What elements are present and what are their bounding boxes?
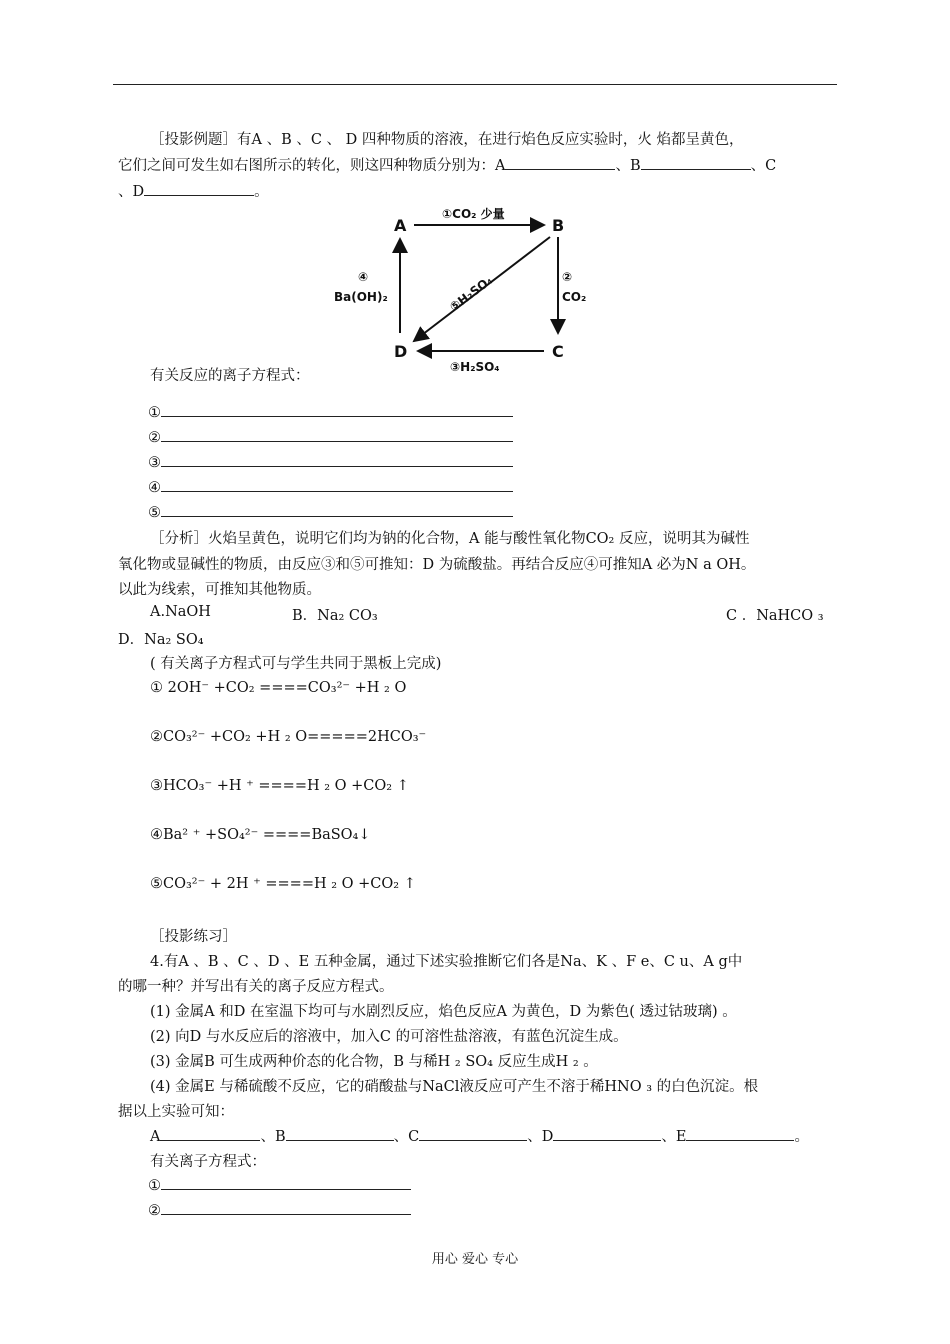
node-c: C — [552, 342, 564, 361]
blank-line-1[interactable] — [161, 402, 513, 417]
analysis-line2: 氧化物或显碱性的物质，由反应③和⑤可推知：D 为硫酸盐。再结合反应④可推知A 必为N a OH。 — [118, 557, 756, 573]
condition-2: (2) 向D 与水反应后的溶液中，加入C 的可溶性盐溶液，有蓝色沉淀生成。 — [150, 1029, 628, 1045]
ionic-title: 有关反应的离子方程式： — [150, 368, 310, 384]
practice-blank-number-2: ② — [148, 1203, 161, 1219]
answer-b: B．Na₂ CO₃ — [292, 608, 378, 624]
edge4-num: ④ — [358, 270, 369, 284]
practice-blank-number-1: ① — [148, 1178, 161, 1194]
blank-number-1: ① — [148, 405, 161, 421]
blank-line-4[interactable] — [161, 477, 513, 492]
condition-3: (3) 金属B 可生成两种价态的化合物，B 与稀H ₂ SO₄ 反应生成H ₂ 。 — [150, 1054, 598, 1070]
blank-number-4: ④ — [148, 480, 161, 496]
analysis-line1: ［分析］火焰呈黄色，说明它们均为钠的化合物，A 能与酸性氧化物CO₂ 反应，说明其为碱性 — [150, 531, 750, 547]
edge5-label: ⑤H₂SO₄ — [447, 273, 496, 315]
example-line2-prefix: 它们之间可发生如右图所示的转化，则这四种物质分别为：A — [118, 158, 506, 174]
node-d: D — [394, 342, 408, 361]
fill-blank-b[interactable] — [286, 1126, 394, 1141]
edge2-label: CO₂ — [562, 290, 587, 304]
answer-blank-b[interactable] — [641, 155, 751, 170]
fill-label-a: A — [150, 1129, 161, 1145]
practice-blank-1 — [148, 1175, 411, 1194]
edge1-label: ①CO₂ 少量 — [442, 207, 505, 221]
answer-note: ( 有关离子方程式可与学生共同于黑板上完成) — [150, 656, 442, 672]
ionic-blank-2 — [148, 427, 513, 446]
blank-number-2: ② — [148, 430, 161, 446]
answer-blank-a[interactable] — [505, 155, 615, 170]
practice-fill-row — [150, 1125, 809, 1146]
equation-1: ① 2OH⁻ +CO₂ ====CO₃²⁻ +H ₂ O — [150, 680, 407, 696]
blank-number-3: ③ — [148, 455, 161, 471]
end-mark: 。 — [254, 184, 269, 200]
blank-line-5[interactable] — [161, 502, 513, 517]
ionic-blank-3 — [148, 452, 513, 471]
fill-end-mark: 。 — [794, 1129, 809, 1145]
equation-4: ④Ba² ⁺ +SO₄²⁻ ====BaSO₄↓ — [150, 827, 371, 843]
fill-label-b: 、B — [260, 1129, 286, 1145]
node-a: A — [394, 216, 407, 235]
practice-q-line2: 的哪一种？并写出有关的离子反应方程式。 — [118, 979, 394, 995]
edge4-label: Ba(OH)₂ — [334, 290, 388, 304]
practice-ionic-title: 有关离子方程式： — [150, 1154, 266, 1170]
page-footer: 用心 爱心 专心 — [431, 1252, 519, 1267]
fill-label-e: 、E — [661, 1129, 687, 1145]
condition-1: (1) 金属A 和D 在室温下均可与水剧烈反应，焰色反应A 为黄色，D 为紫色( 透过钴玻璃) 。 — [150, 1004, 737, 1020]
equation-5: ⑤CO₃²⁻ + 2H ⁺ ====H ₂ O +CO₂ ↑ — [150, 876, 416, 892]
condition-4b: 据以上实验可知： — [118, 1104, 234, 1120]
example-line2 — [118, 154, 776, 175]
analysis-line3: 以此为线索，可推知其他物质。 — [118, 582, 321, 598]
label-d: 、D — [118, 184, 145, 200]
label-b: 、B — [615, 158, 641, 174]
practice-blank-line-2[interactable] — [161, 1200, 411, 1215]
fill-label-c: 、C — [393, 1129, 420, 1145]
edge2-num: ② — [562, 270, 573, 284]
practice-title: ［投影练习］ — [150, 929, 237, 945]
ionic-blank-4 — [148, 477, 513, 496]
edge3-label: ③H₂SO₄ — [450, 360, 500, 374]
fill-blank-c[interactable] — [419, 1126, 527, 1141]
answer-blank-d[interactable] — [144, 181, 254, 196]
example-line3 — [118, 180, 269, 201]
blank-line-2[interactable] — [161, 427, 513, 442]
fill-label-d: 、D — [527, 1129, 554, 1145]
answer-c: C ．NaHCO ₃ — [726, 608, 824, 624]
blank-line-3[interactable] — [161, 452, 513, 467]
fill-blank-e[interactable] — [686, 1126, 794, 1141]
equation-3: ③HCO₃⁻ +H ⁺ ====H ₂ O +CO₂ ↑ — [150, 778, 409, 794]
blank-number-5: ⑤ — [148, 505, 161, 521]
answer-a: A.NaOH — [150, 604, 211, 620]
label-c: 、C — [750, 158, 777, 174]
fill-blank-d[interactable] — [553, 1126, 661, 1141]
equation-2: ②CO₃²⁻ +CO₂ +H ₂ O=====2HCO₃⁻ — [150, 729, 427, 745]
practice-blank-2 — [148, 1200, 411, 1219]
header-rule — [113, 84, 837, 85]
answer-d: D．Na₂ SO₄ — [118, 632, 204, 648]
fill-blank-a[interactable] — [160, 1126, 260, 1141]
ionic-blank-5 — [148, 502, 513, 521]
practice-q-line1: 4.有A 、B 、C 、D 、E 五种金属，通过下述实验推断它们各是Na、K 、F e、C u、A g中 — [150, 954, 743, 970]
practice-blank-line-1[interactable] — [161, 1175, 411, 1190]
conversion-diagram — [330, 205, 590, 375]
example-line1: ［投影例题］有A 、B 、C 、 D 四种物质的溶液，在进行焰色反应实验时，火 焰都呈黄色， — [150, 132, 744, 148]
ionic-blank-1 — [148, 402, 513, 421]
node-b: B — [552, 216, 565, 235]
condition-4a: (4) 金属E 与稀硫酸不反应，它的硝酸盐与NaCl液反应可产生不溶于稀HNO ₃ 的白色沉淀。根 — [150, 1079, 759, 1095]
